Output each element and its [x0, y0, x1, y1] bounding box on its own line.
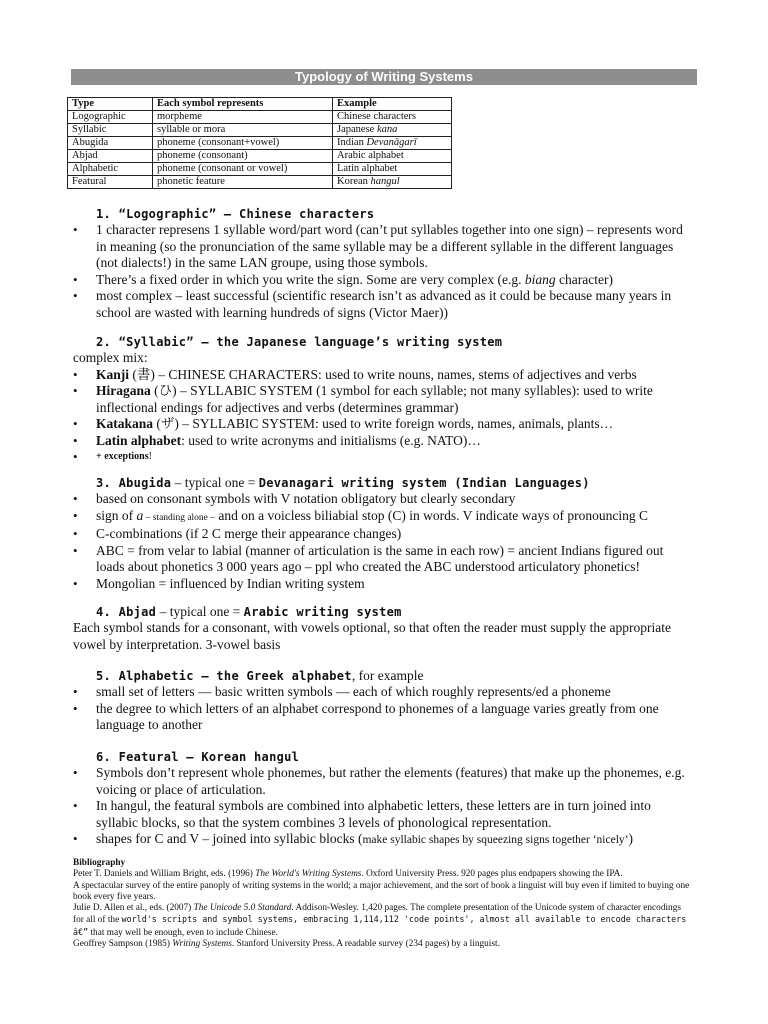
entry-text: Peter T. Daniels and William Bright, eds. (1996)	[73, 869, 256, 880]
hiragana-glyph: (ひ)	[150, 383, 177, 398]
heading-part: 3. Abugida	[96, 476, 172, 490]
heading-part: , for example	[351, 668, 424, 683]
katakana-glyph: (ザ)	[153, 416, 179, 431]
list-item	[73, 491, 693, 508]
table-row	[68, 137, 452, 150]
item-italic: biang	[524, 271, 556, 287]
entry-title: The World's Writing Systems	[255, 869, 362, 880]
list-item	[73, 272, 693, 289]
entry-text: . Addison-Wesley. 1,420 pages. The complete presentation of the Unicode system of character encodings for all of the	[73, 903, 681, 926]
item-text: based on consonant symbols with V notation obligatory but clearly secondary	[96, 491, 516, 506]
entry-text: . Stanford University Press. A readable survey (234 pages) by a linguist.	[231, 939, 500, 950]
entry-title: Writing Systems	[172, 939, 232, 950]
bullet: •	[73, 416, 78, 431]
entry-mono: world's scripts and symbol systems, embracing 1,114,112 'code points', almost all available to encode characters â€”	[73, 914, 687, 937]
list-item	[73, 449, 693, 466]
item-text: shapes for C and V – joined into syllabic blocks (	[96, 831, 363, 846]
bullet: •	[73, 700, 78, 716]
example-italic: Devanāgarī	[366, 137, 417, 148]
table-cell-type: Abugida	[68, 137, 153, 150]
bibliography-entry: A spectacular survey of the entire panoply of writing systems in the world; a major achievement, and the sort of book a linguist will buy even if limited to buying one book every five years.	[73, 880, 690, 902]
item-label: Latin alphabet	[96, 432, 182, 448]
table-cell-symbol: morpheme	[153, 111, 333, 124]
item-text: the degree to which letters of an alphabet correspond to phonemes of a language varies greatly from one language to another	[96, 700, 659, 732]
item-text: ABC = from velar to labial (manner of articulation is the same in each row) = ancient Indians figured out loads about phonetics 3 000 years ago – ppl who created the ABC understood articulatory phonetics!	[96, 542, 664, 574]
table-cell-symbol: phoneme (consonant)	[153, 150, 333, 163]
list-item	[73, 576, 693, 593]
section-intro: complex mix:	[73, 350, 148, 365]
item-label: Hiragana	[96, 383, 151, 398]
example-italic: kana	[376, 124, 398, 135]
list-item	[73, 433, 693, 450]
item-text: and on a voicless biliabial stop (C) in words. V indicate ways of pronouncing C	[215, 507, 648, 523]
heading-part: – typical one =	[156, 604, 244, 619]
list-item	[73, 798, 693, 831]
section-alphabetic	[73, 668, 693, 734]
table-cell-type: Logographic	[68, 111, 153, 124]
table-cell-type: Featural	[68, 176, 153, 189]
table-cell-type: Syllabic	[68, 124, 153, 137]
list-item	[73, 684, 693, 701]
table-row	[68, 176, 452, 189]
table-cell-symbol: phonetic feature	[153, 176, 333, 189]
item-text: 1 character represens 1 syllable word/part word (can’t put syllables together into one sign) – represents word in meaning (so the pronunciation of the same syllable may be a different syllable in the different languages (not dialects!) in the same LAN groupe, using those symbols.	[96, 222, 683, 270]
table-cell-example	[333, 150, 452, 163]
table-cell-type: Alphabetic	[68, 163, 153, 176]
bullet: •	[73, 831, 78, 846]
list-item	[73, 701, 693, 734]
table-header-row	[68, 98, 452, 111]
list-item	[73, 526, 693, 543]
item-text: In hangul, the featural symbols are combined into alphabetic letters, these letters are in turn joined into syllabic blocks, so that the system combines 3 levels of phonological representation.	[96, 798, 651, 830]
table-header-example: Example	[333, 98, 452, 111]
bullet: •	[73, 507, 78, 523]
example-text: Arabic alphabet	[337, 150, 404, 161]
table-row	[68, 124, 452, 137]
item-text: There’s a fixed order in which you write the sign. Some are very complex (e.g.	[96, 271, 525, 287]
heading-part: 5. Alphabetic – the Greek alphabet	[96, 669, 352, 683]
bullet: •	[73, 542, 78, 558]
example-italic: hangul	[370, 176, 400, 187]
bullet: •	[73, 684, 78, 699]
table-row	[68, 150, 452, 163]
section-logographic	[73, 206, 693, 321]
item-text: – SYLLABIC SYSTEM: used to write foreign words, names, animals, plants…	[178, 416, 614, 431]
item-text: small set of letters — basic written symbols — each of which roughly represents/ed a phoneme	[96, 684, 611, 699]
bullet-list	[73, 765, 693, 849]
example-text: Indian	[337, 137, 367, 148]
list-item	[73, 765, 693, 798]
heading-part: Arabic writing system	[243, 605, 402, 619]
entry-text: that may well be enough, even to include Chinese.	[88, 927, 278, 938]
heading-part: Devanagari writing system (Indian Languages)	[258, 476, 590, 490]
bullet: •	[73, 798, 78, 813]
list-item	[73, 222, 693, 272]
table-cell-symbol: phoneme (consonant or vowel)	[153, 163, 333, 176]
item-small: – standing alone –	[143, 512, 216, 523]
item-text: : used to write acronyms and initialisms (e.g. NATO)…	[181, 432, 481, 448]
entry-text: . Oxford University Press. 920 pages plus endpapers showing the IPA.	[361, 869, 623, 880]
table-header-symbol: Each symbol represents	[153, 98, 333, 111]
section-syllabic	[73, 334, 693, 466]
section-paragraph: Each symbol stands for a consonant, with vowels optional, so that often the reader must supply the appropriate vowel by interpretation. 3-vowel basis	[73, 620, 671, 652]
bullet: •	[73, 526, 78, 541]
item-label: Kanji	[96, 366, 130, 382]
bullet: •	[73, 491, 78, 506]
entry-title: The Unicode 5.0 Standard	[193, 903, 292, 914]
item-text: sign of	[96, 507, 137, 523]
bibliography-heading: Bibliography	[73, 858, 126, 868]
item-label: Katakana	[96, 416, 154, 431]
table-cell-example	[333, 137, 452, 150]
section-abjad	[73, 604, 693, 653]
section-featural	[73, 749, 693, 849]
bullet-list	[73, 367, 693, 466]
section-heading: 2. “Syllabic” – the Japanese language’s writing system	[96, 335, 503, 349]
section-heading	[73, 475, 693, 491]
item-text: !	[148, 451, 152, 462]
item-text: character)	[555, 271, 613, 287]
section-heading: 6. Featural – Korean hangul	[96, 750, 300, 764]
bullet: •	[73, 222, 78, 237]
bullet: •	[73, 449, 78, 464]
heading-part: 4. Abjad	[96, 605, 157, 619]
table-cell-example	[333, 163, 452, 176]
page-title: Typology of Writing Systems	[71, 69, 697, 85]
item-text: )	[628, 831, 633, 846]
entry-text: Geoffrey Sampson (1985)	[73, 939, 173, 950]
bibliography-entry	[73, 939, 693, 950]
entry-text: Julie D. Allen et al., eds. (2007)	[73, 903, 194, 914]
list-item	[73, 288, 693, 321]
item-small: make syllabic shapes by squeezing signs together ‘nicely’	[362, 834, 629, 846]
table-cell-symbol: phoneme (consonant+vowel)	[153, 137, 333, 150]
bullet: •	[73, 765, 78, 780]
bullet: •	[73, 575, 78, 591]
bullet-list	[73, 684, 693, 734]
bullet: •	[73, 432, 78, 448]
bullet: •	[73, 366, 78, 382]
table-cell-example	[333, 124, 452, 137]
bullet-list	[73, 222, 693, 321]
table-cell-type: Abjad	[68, 150, 153, 163]
table-cell-example	[333, 176, 452, 189]
typology-table	[67, 97, 452, 189]
table-cell-symbol: syllable or mora	[153, 124, 333, 137]
bibliography-entry	[73, 869, 693, 880]
list-item	[73, 383, 693, 416]
item-italic: a	[136, 507, 144, 523]
bullet: •	[73, 383, 78, 398]
list-item	[73, 416, 693, 433]
example-text: Latin alphabet	[337, 163, 398, 174]
item-text: Mongolian = influenced by Indian writing system	[96, 575, 365, 591]
section-abugida	[73, 475, 693, 592]
kanji-glyph: (書)	[129, 366, 155, 382]
table-row	[68, 111, 452, 124]
list-item	[73, 367, 693, 384]
list-item	[73, 831, 693, 849]
list-item	[73, 508, 693, 527]
bullet: •	[73, 288, 78, 303]
item-label: + exceptions	[96, 451, 149, 462]
table-row	[68, 163, 452, 176]
table-header-type: Type	[68, 98, 153, 111]
table-cell-example	[333, 111, 452, 124]
bibliography-entry	[73, 903, 693, 939]
section-heading: 1. “Logographic” – Chinese characters	[96, 207, 375, 221]
item-text: – CHINESE CHARACTERS: used to write nouns, names, stems of adjectives and verbs	[154, 366, 637, 382]
section-heading	[73, 604, 693, 620]
list-item	[73, 543, 693, 576]
bullet: •	[73, 271, 78, 287]
item-text: most complex – least successful (scientific research isn’t as advanced as it could be because many years in school are wasted with learning hundreds of signs (Victor Maer))	[96, 288, 672, 320]
item-text: C-combinations (if 2 C merge their appearance changes)	[96, 526, 402, 541]
bibliography	[73, 858, 693, 950]
example-text: Chinese characters	[337, 111, 417, 122]
example-text: Korean	[337, 176, 371, 187]
heading-part: – typical one =	[171, 475, 259, 490]
example-text: Japanese	[337, 124, 377, 135]
section-heading	[73, 668, 693, 684]
item-text: – SYLLABIC SYSTEM (1 symbol for each syllable; not many syllables): used to write inflectional endings for adjectives and verbs (determines grammar)	[96, 383, 653, 415]
bullet-list	[73, 491, 693, 592]
item-text: Symbols don’t represent whole phonemes, but rather the elements (features) that make up the phonemes, e.g. voicing or place of articulation.	[96, 765, 685, 797]
